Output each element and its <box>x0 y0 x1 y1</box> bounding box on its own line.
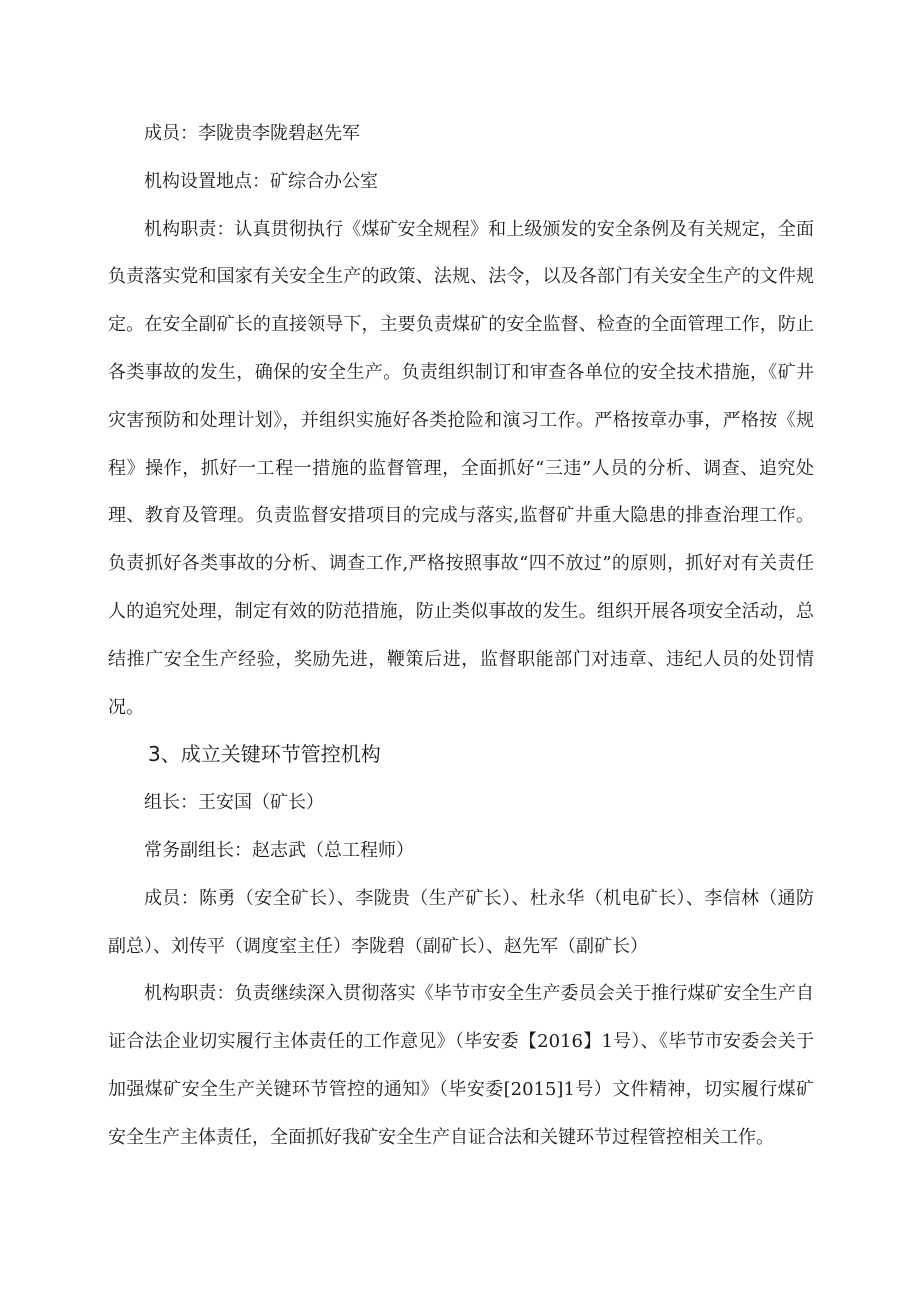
leader-paragraph: 组长：王安国（矿长） <box>144 792 324 814</box>
duties-paragraph: 机构职责：认真贯彻执行《煤矿安全规程》和上级颁发的安全条例及有关规定，全面负责落实党和国家有关安全生产的政策、法规、法令，以及各部门有关安全生产的文件规定。在安全副矿长的直接领导下，主要负责煤矿的安全监督、检查的全面管理工作，防止各类事故的发生，确保的安全生产。负责组织制订和审查各单位的安全技术措施，《矿井灾害预防和处理计划》，并组织实施好各类抢险和演习工作。严格按章办事，严格按《规程》操作，抓好一工程一措施的监督管理，全面抓好“三违”人员的分析、调查、追究处理、教育及管理。负责监督安措项目的完成与落实,监督矿井重大隐患的排查治理工作。负责抓好各类事故的分析、调查工作,严格按照事故“四不放过”的原则，抓好对有关责任人的追究处理，制定有效的防范措施，防止类似事故的发生。组织开展各项安全活动，总结推广安全生产经验，奖励先进，鞭策后进，监督职能部门对违章、违纪人员的处罚情况。 <box>108 218 814 718</box>
location-paragraph: 机构设置地点：矿综合办公室 <box>144 170 378 192</box>
members-paragraph: 成员：李陇贵李陇碧赵先军 <box>144 123 360 144</box>
members-list-paragraph: 成员：陈勇（安全矿长）、李陇贵（生产矿长）、杜永华（机电矿长）、李信林（通防副总）、刘传平（调度室主任）李陇碧（副矿长）、赵先军（副矿长） <box>108 887 814 957</box>
control-duties-paragraph: 机构职责：负责继续深入贯彻落实《毕节市安全生产委员会关于推行煤矿安全生产自证合法企业切实履行主体责任的工作意见》（毕安委【2016】1号）、《毕节市安委会关于加强煤矿安全生产关键环节管控的通知》（毕安委[2015]1号）文件精神，切实履行煤矿安全生产主体责任，全面抓好我矿安全生产自证合法和关键环节过程管控相关工作。 <box>108 983 814 1148</box>
document-body <box>108 110 814 1162</box>
deputy-leader-paragraph: 常务副组长：赵志武（总工程师） <box>144 839 414 861</box>
section-heading: 3、成立关键环节管控机构 <box>148 742 381 767</box>
